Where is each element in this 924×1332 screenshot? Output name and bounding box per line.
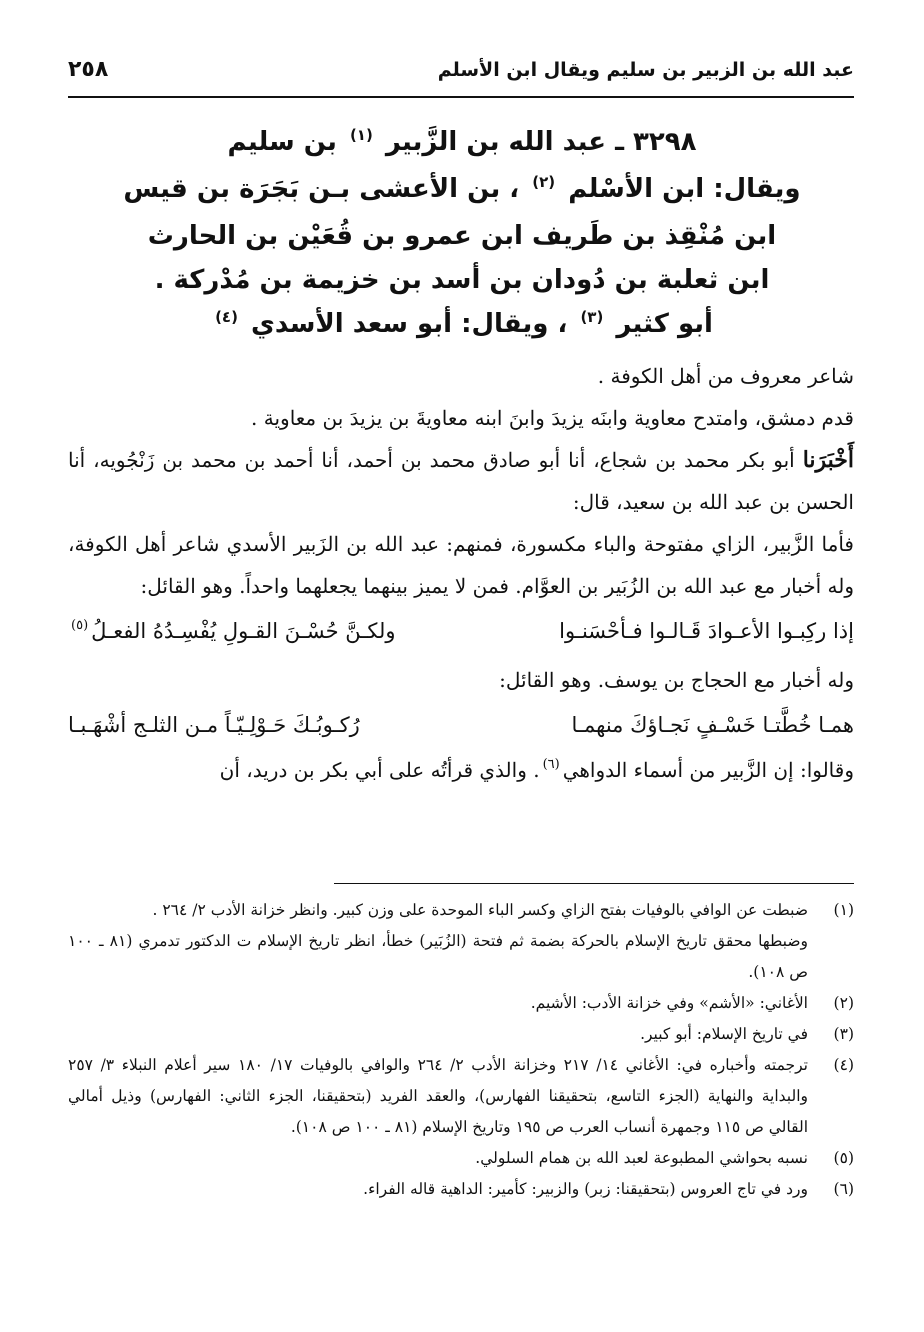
verse-second-hemistich [68, 607, 396, 659]
poem-verse [68, 607, 854, 659]
footnote [68, 988, 854, 1019]
paragraph-text-b: . والذي قرأتُه على أبي بكر بن دريد، أن [219, 758, 540, 782]
poem-verse [68, 701, 854, 749]
kunya-b: ، ويقال: أبو سعد الأسدي [251, 309, 568, 339]
footnote-number: (٥) [833, 1149, 854, 1167]
paragraph: شاعر معروف من أهل الكوفة . [597, 364, 854, 388]
verse-second-hemistich: رُكـوبُـكَ حَـوْلِـيّـاً مـن الثلـج أشْهَـبـا [68, 713, 360, 737]
footnote-number: (٦) [833, 1180, 854, 1198]
footnote [68, 895, 854, 988]
footnote-text: ورد في تاج العروس (بتحقيقنا: زبر) والزبير: كأمير: الداهية قاله الفراء. [363, 1180, 808, 1198]
entry-title-b: بن سليم [227, 127, 337, 157]
page-number: ٢٥٨ [68, 57, 109, 82]
footnote-number: (٣) [833, 1025, 854, 1043]
footnote-ref: (٦) [542, 757, 560, 772]
footnote [68, 1174, 854, 1205]
footnote [68, 1050, 854, 1143]
header-rule [68, 96, 854, 98]
verse-first-hemistich: إذا ركِبـوا الأعـوادَ قَـالـوا فـأحْسَنـوا [559, 619, 854, 643]
footnote-number: (٤) [833, 1056, 854, 1074]
page-header [68, 55, 854, 93]
footnote-text: ترجمته وأخباره في: الأغاني ١٤/ ٢١٧ وخزانة الأدب ٢/ ٢٦٤ والوافي بالوفيات ١٧/ ١٨٠ سير أعلام النبلاء ٣/ ٢٥٧ والبداية والنهاية (الجزء التاسع، بتحقيقنا الفهارس)، والعقد الفريد (بتحقيقنا، الجزء الثاني: الفهارس) وذيل أمالي القالي ص ١١٥ وجمهرة أنساب العرب ص ١٩٥ وتاريخ الإسلام (٨١ ـ ١٠٠ ص ١٠٨). [68, 1056, 808, 1136]
entry-lineage-line: ابن مُنْقِذ بن طَريف ابن عمرو بن قُعَيْن بن الحارث [147, 221, 777, 251]
footnote-body-extra: وضبطها محقق تاريخ الإسلام بالحركة بضمة ثم فتحة (الزُبَير) خطأ، انظر تاريخ الإسلام ت الدكتور تدمري (٨١ ـ ١٠٠ ص ١٠٨). [68, 932, 808, 981]
entry-lineage-line: ابن ثعلبة بن دُودان بن أسد بن خزيمة بن مُدْركة . [154, 265, 770, 295]
paragraph: فأما الزَّبير، الزاي مفتوحة والباء مكسورة، فمنهم: عبد الله بن الزَبير الأسدي شاعر أهل الكوفة، وله أخبار مع عبد الله بن الزُبَير بن العوَّام. فمن لا يميز بينهما يجعلهما واحداً. وهو القائل: [68, 532, 854, 598]
footnote-text [68, 895, 808, 988]
footnote-ref: (٥) [71, 618, 89, 633]
isnad-text: أبو بكر محمد بن شجاع، أنا أبو صادق محمد بن أحمد، أنا أحمد بن محمد بن زَنْجُويه، أنا الحسن بن عبد الله بن سعيد، قال: [68, 448, 854, 514]
footnote-text: في تاريخ الإسلام: أبو كبير. [640, 1025, 808, 1043]
footnotes [68, 895, 854, 1205]
footnote-number: (٢) [833, 994, 854, 1012]
footnote-body: ضبطت عن الوافي بالوفيات بفتح الزاي وكسر الباء الموحدة على وزن كبير. وانظر خزانة الأدب ٢/ ٢٦٤ . [152, 901, 808, 919]
footnote-rule [334, 883, 854, 884]
kunya-a: أبو كثير [616, 309, 713, 339]
paragraph: وله أخبار مع الحجاج بن يوسف. وهو القائل: [499, 668, 854, 692]
footnote-ref: (٤) [215, 308, 238, 326]
lineage-b: ، بن الأعشى بـن بَجَرَة بن قيس [123, 174, 520, 204]
body-text [68, 355, 854, 795]
entry-title-a: ٣٢٩٨ ـ عبد الله بن الزَّبير [385, 127, 697, 157]
entry-heading [120, 120, 804, 349]
paragraph [68, 749, 854, 795]
footnote-ref: (١) [349, 126, 373, 144]
paragraph: قدم دمشق، وامتدح معاوية وابنَه يزيدَ وابنَ ابنه معاويةَ بن يزيدَ بن معاوية . [251, 406, 854, 430]
footnote-ref: (٣) [580, 308, 604, 326]
lineage-a: ويقال: ابن الأسْلم [568, 174, 801, 204]
footnote [68, 1143, 854, 1174]
entry-lineage-line [120, 167, 804, 214]
footnote-text: الأغاني: «الأشم» وفي خزانة الأدب: الأشيم. [530, 994, 808, 1012]
paragraph [68, 439, 854, 523]
entry-kunya-line [120, 302, 804, 349]
entry-title-line [120, 120, 804, 167]
verse-first-hemistich: همـا خُطَّتـا خَسْـفٍ نَجـاؤكَ منهمـا [571, 713, 854, 737]
footnote-ref: (٢) [532, 173, 556, 191]
hemistich-text: ولكـنَّ حُسْـنَ القـولِ يُفْسِـدُهُ الفعـلُ [91, 619, 396, 643]
footnote [68, 1019, 854, 1050]
footnote-text: نسبه بحواشي المطبوعة لعبد الله بن همام السلولي. [475, 1149, 808, 1167]
running-title: عبد الله بن الزبير بن سليم ويقال ابن الأسلم [437, 59, 854, 81]
footnote-number: (١) [833, 901, 854, 919]
paragraph-text-a: وقالوا: إن الزَّبير من أسماء الدواهي [562, 758, 854, 782]
isnad-lead-word: أَخْبَرَنا [802, 447, 855, 473]
